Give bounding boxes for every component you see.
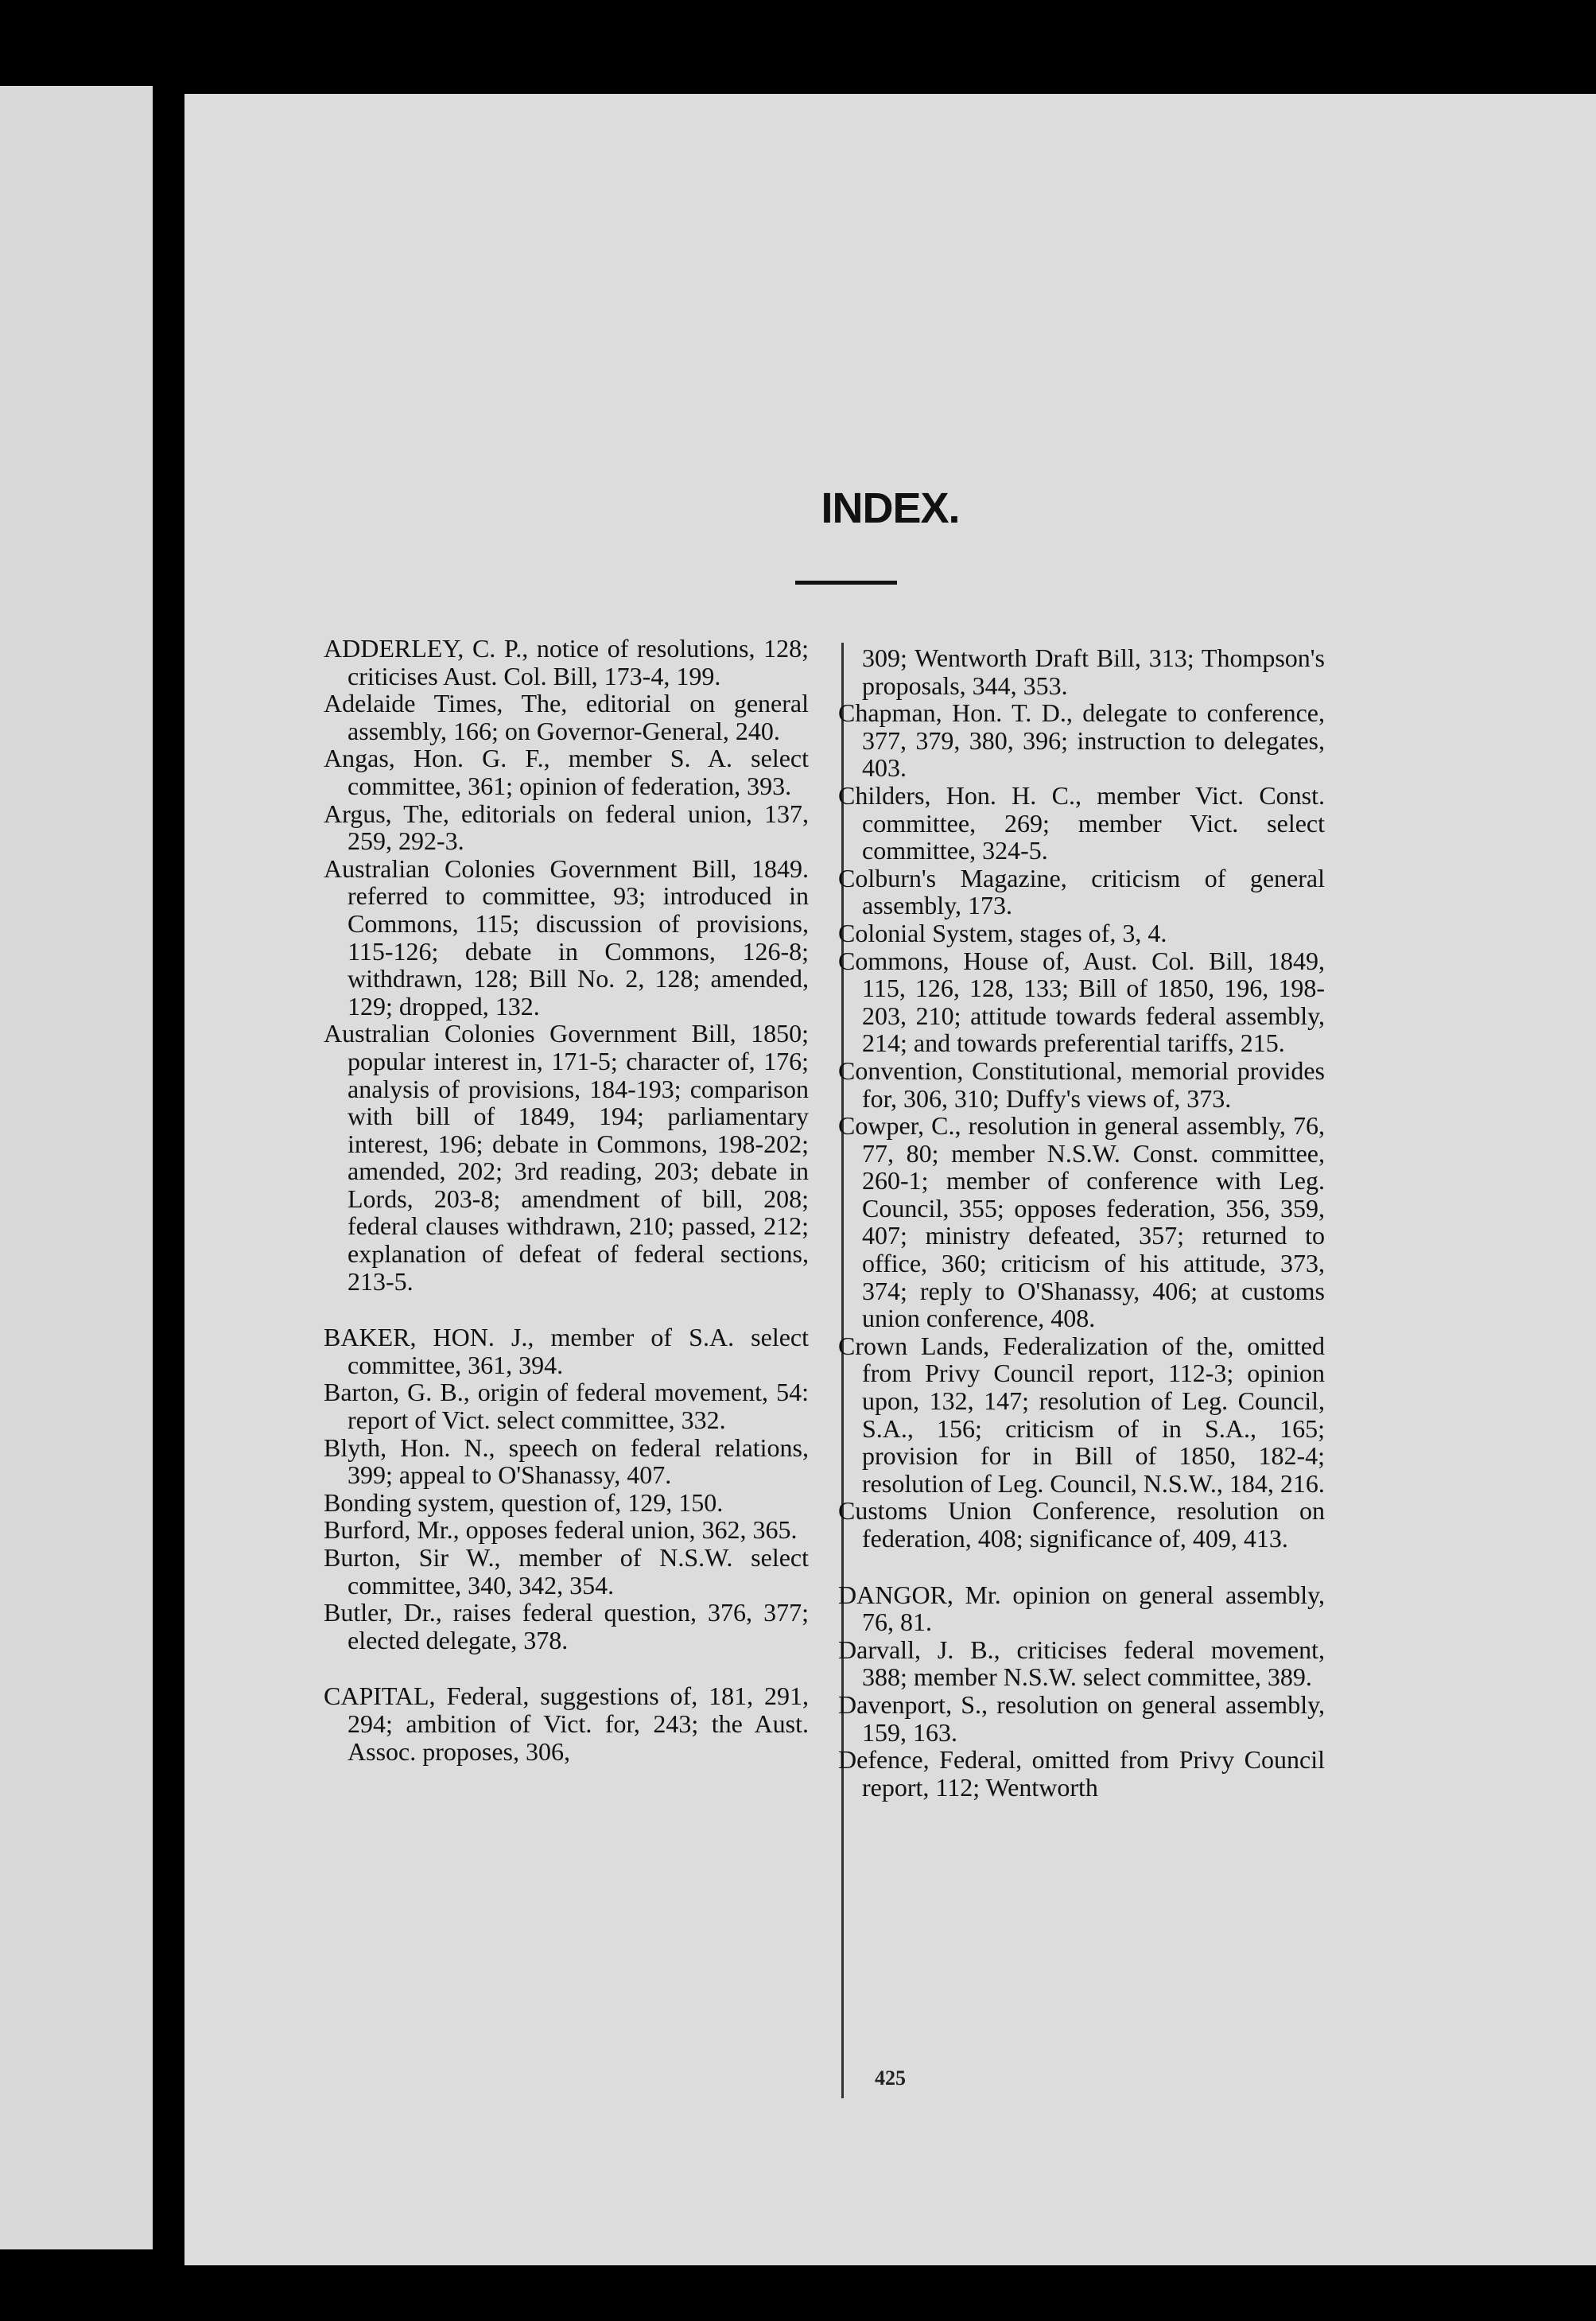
- index-entry: Burton, Sir W., member of N.S.W. select committee, 340, 342, 354.: [324, 1543, 809, 1600]
- index-entry: Argus, The, editorials on federal union, 137, 259, 292-3.: [324, 799, 809, 856]
- index-entry: Childers, Hon. H. C., member Vict. Const. committee, 269; member Vict. select committee, 324-5.: [838, 780, 1325, 865]
- index-entry: Adelaide Times, The, editorial on general assembly, 166; on Governor-General, 240.: [324, 689, 809, 745]
- index-entry: Darvall, J. B., criticises federal movement, 388; member N.S.W. select committee, 389.: [838, 1635, 1325, 1692]
- page-title: INDEX.: [821, 484, 960, 532]
- index-entry: ADDERLEY, C. P., notice of resolutions, 128; criticises Aust. Col. Bill, 173-4, 199.: [324, 634, 809, 690]
- index-entry: Davenport, S., resolution on general assembly, 159, 163.: [838, 1689, 1325, 1747]
- index-entry: Commons, House of, Aust. Col. Bill, 1849, 115, 126, 128, 133; Bill of 1850, 196, 198-203, 210; attitude towards federal assembly, 214; and towards preferential tariffs, 215.: [838, 946, 1325, 1058]
- index-entry: 309; Wentworth Draft Bill, 313; Thompson's proposals, 344, 353.: [862, 643, 1325, 700]
- index-entry: DANGOR, Mr. opinion on general assembly, 76, 81.: [838, 1580, 1325, 1637]
- index-entry: Crown Lands, Federalization of the, omitted from Privy Council report, 112-3; opinion upon, 132, 147; resolution of Leg. Council, S.A., 156; criticism of in S.A., 165; provision for in Bill of 1850, 182-4; resolution of Leg. Council, N.S.W., 184, 216.: [838, 1331, 1325, 1498]
- facing-page-edge: [0, 86, 153, 2249]
- index-entry: Butler, Dr., raises federal question, 376, 377; elected delegate, 378.: [324, 1598, 809, 1654]
- index-entry: Cowper, C., resolution in general assembly, 76, 77, 80; member N.S.W. Const. committee, 260-1; member of conference with Leg. Council, 355; opposes federation, 356, 359, 407; ministry defeated, 357; returned to office, 360; criticism of his attitude, 373, 374; reply to O'Shanassy, 406; at customs union conference, 408.: [838, 1111, 1325, 1333]
- book-page: [184, 94, 1596, 2265]
- index-entry: Customs Union Conference, resolution on federation, 408; significance of, 409, 413.: [838, 1496, 1325, 1553]
- index-entry: Australian Colonies Government Bill, 1849. referred to committee, 93; introduced in Commons, 115; discussion of provisions, 115-126; debate in Commons, 126-8; withdrawn, 128; Bill No. 2, 128; amended, 129; dropped, 132.: [324, 853, 809, 1021]
- index-entry: CAPITAL, Federal, suggestions of, 181, 291, 294; ambition of Vict. for, 243; the Aust. Assoc. proposes, 306,: [324, 1681, 809, 1766]
- index-entry: Australian Colonies Government Bill, 1850; popular interest in, 171-5; character of, 176; analysis of provisions, 184-193; comparison with bill of 1849, 194; parliamentary interest, 196; debate in Commons, 198-202; amended, 202; 3rd reading, 203; debate in Lords, 203-8; amendment of bill, 208; federal clauses withdrawn, 210; passed, 212; explanation of defeat of federal sections, 213-5.: [324, 1019, 809, 1296]
- index-entry: Burford, Mr., opposes federal union, 362, 365.: [324, 1515, 798, 1545]
- index-entry: Colonial System, stages of, 3, 4.: [838, 918, 1167, 947]
- page-number: 425: [875, 2066, 906, 2090]
- index-entry: Defence, Federal, omitted from Privy Council report, 112; Wentworth: [838, 1745, 1325, 1802]
- index-entry: BAKER, HON. J., member of S.A. select committee, 361, 394.: [324, 1323, 809, 1379]
- title-rule: [795, 581, 897, 585]
- index-entry: Barton, G. B., origin of federal movement, 54: report of Vict. select committee, 332.: [324, 1378, 809, 1435]
- index-column-right: [838, 644, 1325, 1801]
- index-entry: Blyth, Hon. N., speech on federal relations, 399; appeal to O'Shanassy, 407.: [324, 1433, 809, 1490]
- index-entry: Bonding system, question of, 129, 150.: [324, 1487, 724, 1517]
- index-entry: Chapman, Hon. T. D., delegate to conference, 377, 379, 380, 396; instruction to delegates, 403.: [838, 698, 1325, 783]
- index-entry: Angas, Hon. G. F., member S. A. select committee, 361; opinion of federation, 393.: [324, 744, 809, 800]
- index-column-left: [324, 635, 809, 1765]
- index-entry: Colburn's Magazine, criticism of general assembly, 173.: [838, 863, 1325, 920]
- index-entry: Convention, Constitutional, memorial provides for, 306, 310; Duffy's views of, 373.: [838, 1056, 1325, 1113]
